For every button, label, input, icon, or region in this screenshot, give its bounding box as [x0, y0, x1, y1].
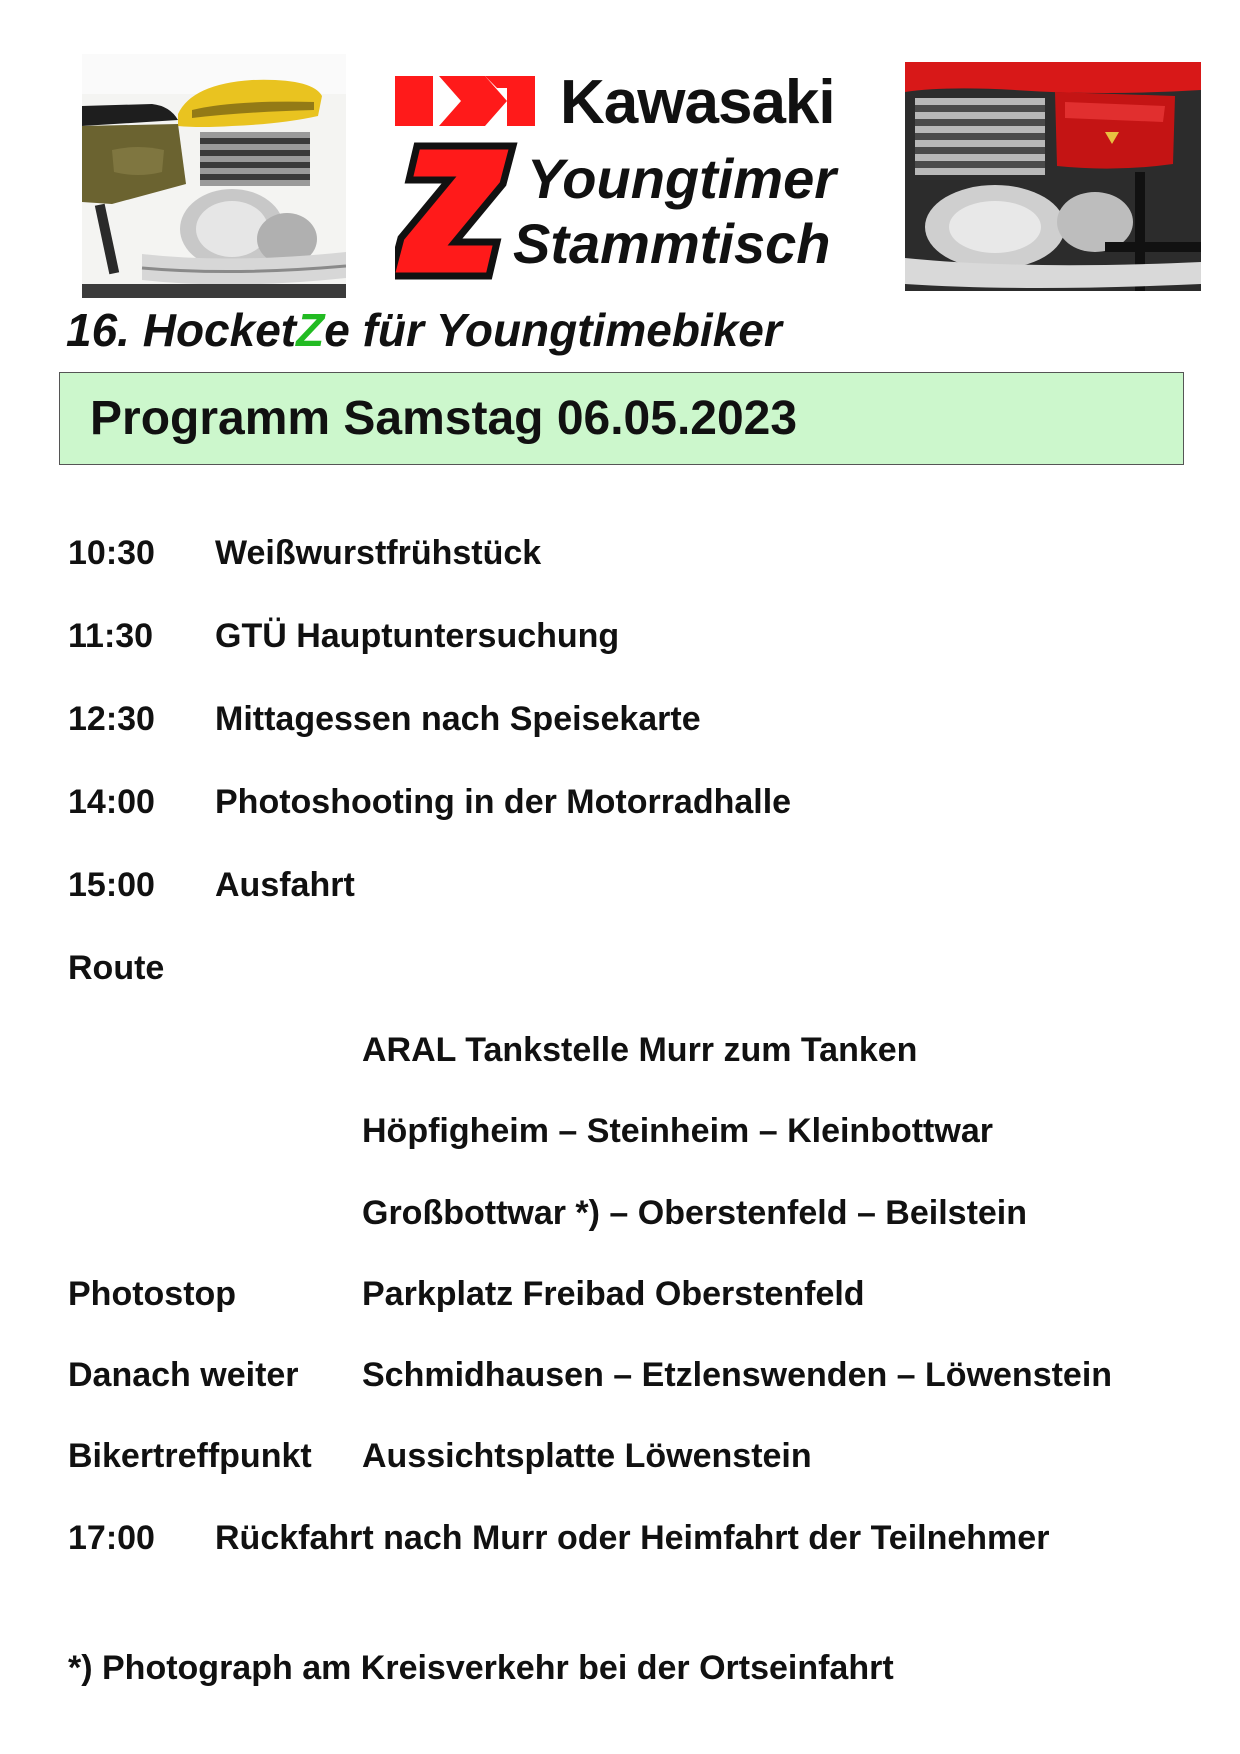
schedule-time: 14:00	[68, 783, 155, 821]
return-time: 17:00	[68, 1519, 155, 1557]
route-stop: ARAL Tankstelle Murr zum Tanken	[362, 1031, 918, 1069]
photostop-location: Parkplatz Freibad Oberstenfeld	[362, 1275, 865, 1313]
motorcycle-photo-left	[82, 54, 346, 298]
program-title: Programm Samstag 06.05.2023	[90, 392, 798, 445]
return-text: Rückfahrt nach Murr oder Heimfahrt der Teilnehmer	[215, 1519, 1050, 1557]
footnote: *) Photograph am Kreisverkehr bei der Ortseinfahrt	[68, 1649, 894, 1687]
schedule-time: 12:30	[68, 700, 155, 738]
event-headline	[66, 300, 782, 360]
logo-line-stammtisch: Stammtisch	[513, 212, 831, 275]
meeting-point-location: Aussichtsplatte Löwenstein	[362, 1437, 812, 1475]
route-stop: Großbottwar *) – Oberstenfeld – Beilstein	[362, 1194, 1028, 1232]
schedule-item: Weißwurstfrühstück	[215, 534, 542, 572]
schedule-time: 11:30	[68, 617, 154, 655]
headline-suffix: e für Youngtimebiker	[324, 304, 782, 356]
brand-name: Kawasaki	[560, 68, 835, 137]
logo-line-youngtimer: Youngtimer	[527, 147, 837, 210]
schedule-time: 10:30	[68, 534, 155, 572]
schedule-item: GTÜ Hauptuntersuchung	[215, 617, 620, 655]
schedule-item: Ausfahrt	[215, 866, 355, 904]
headline-highlight-z: Z	[296, 304, 325, 356]
meeting-point-label: Bikertreffpunkt	[68, 1437, 312, 1475]
continue-label: Danach weiter	[68, 1356, 299, 1394]
photostop-label: Photostop	[68, 1275, 237, 1313]
schedule-time: 15:00	[68, 866, 155, 904]
headline-prefix: 16. Hocket	[66, 304, 297, 356]
route-label: Route	[68, 949, 165, 987]
program-title-box	[59, 372, 1184, 465]
continue-route: Schmidhausen – Etzlenswenden – Löwenstein	[362, 1356, 1113, 1394]
schedule-item: Mittagessen nach Speisekarte	[215, 700, 701, 738]
route-stop: Höpfigheim – Steinheim – Kleinbottwar	[362, 1112, 993, 1150]
schedule-item: Photoshooting in der Motorradhalle	[215, 783, 792, 821]
motorcycle-photo-right	[905, 62, 1201, 291]
kawasaki-z-logo	[395, 66, 895, 281]
